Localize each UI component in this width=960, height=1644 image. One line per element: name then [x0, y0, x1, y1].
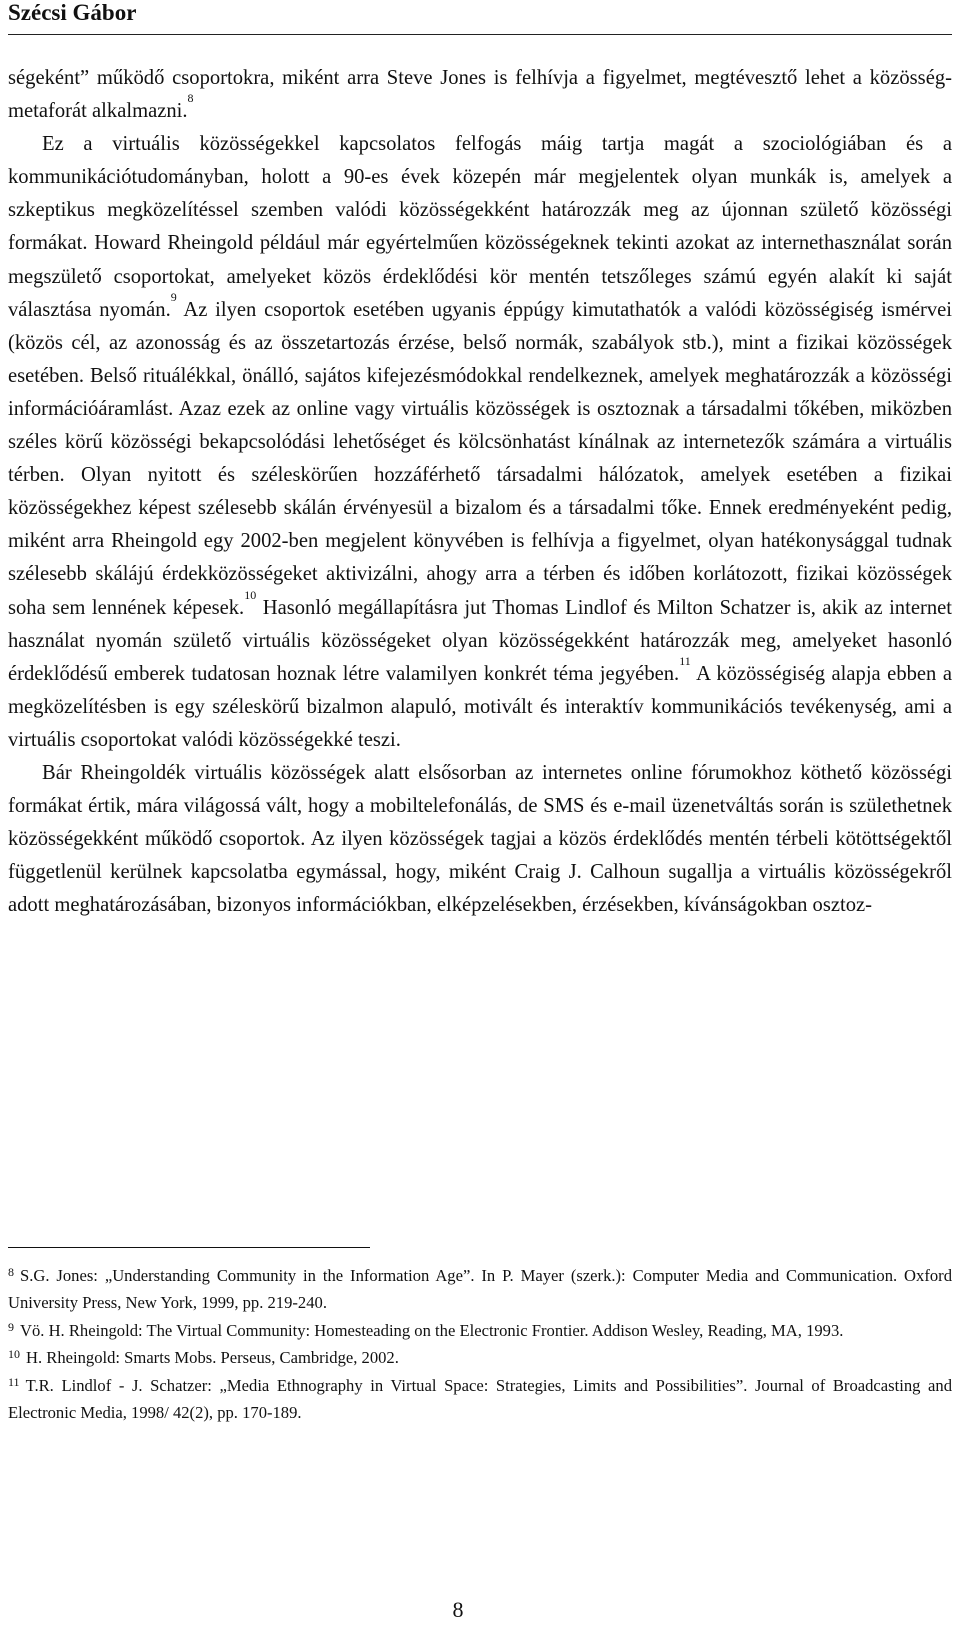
paragraph-2-text-a: Ez a virtuális közösségekkel kapcsolatos felfogás máig tartja magát a szociológiában és a kommunikációtudományban, holott a 90-es évek közepén már megjelentek olyan munkák is, amelyek a szkeptikus megközelítéssel szemben valódi közösségekként határozzák meg az újonnan születő közösségi formákat. Howard Rheingold például már egyértelműen közösségeknek tekinti azokat az internethasználat során megszülető csoportokat, amelyeket közös érdeklődési kör mentén tetszőleges számú egyén alakít ki saját választása nyomán.	[8, 133, 952, 321]
footnote-text: S.G. Jones: „Understanding Community in the Information Age”. In P. Mayer (szerk.): Computer Media and Communication. Oxford University Press, New York, 1999, pp. 219-240.	[8, 1266, 952, 1313]
paragraph-2-text-b: Az ilyen csoportok esetében ugyanis éppúgy kimutathatók a valódi közösségiség ismérvei (közös cél, az azonosság és az összetartozás érzése, belső normák, szabályok stb.), mint a fizikai közösségek esetében. Belső rituálékkal, önálló, sajátos kifejezésmódokkal rendelkeznek, amelyek meghatározzák a közösségi információáramlást. Azaz ezek az online vagy virtuális közösségek is osztoznak a társadalmi tőkében, miközben széles körű közösségi bekapcsolódási lehetőséget és kölcsönhatást kínálnak az internetezők számára a virtuális térben. Olyan nyitott és széleskörűen hozzáférhető társadalmi hálózatok, amelyek esetében a fizikai közösségekhez képest szélesebb skálán érvényesül a bizalom és a társadalmi tőke. Ennek eredményeként pedig, miként arra Rheingold egy 2002-ben megjelent könyvében is felhívja a figyelmet, olyan hatékonysággal tudnak szélesebb skálájú érdekközösségeket aktivizálni, ahogy arra a térben és időben korlátozott, fizikai közösségek soha sem lennének képesek.	[8, 298, 952, 619]
footnote-number: 9	[8, 1319, 14, 1334]
footnote-text: T.R. Lindlof - J. Schatzer: „Media Ethnography in Virtual Space: Strategies, Limits and Possibilities”. Journal of Broadcasting and Electronic Media, 1998/ 42(2), pp. 170-189.	[8, 1375, 952, 1423]
running-header	[8, 0, 952, 35]
footnote-8	[8, 1262, 952, 1317]
footnote-10	[8, 1344, 952, 1371]
footnote-number: 11	[8, 1374, 20, 1389]
header-author: Szécsi Gábor	[8, 0, 137, 25]
paragraph-1-text: ségeként” működő csoportokra, miként arra Steve Jones is felhívja a figyelmet, megtévesztő lehet a közösség-metaforát alkalmazni.	[8, 67, 952, 123]
footnote-text: H. Rheingold: Smarts Mobs. Perseus, Cambridge, 2002.	[26, 1348, 399, 1368]
page-number: 8	[452, 1597, 464, 1622]
footnote-ref-9: 9	[170, 289, 177, 304]
footnotes	[8, 1262, 952, 1426]
footnote-separator	[8, 1247, 370, 1248]
footnote-ref-10: 10	[244, 587, 257, 602]
paragraph-1	[8, 62, 952, 128]
paragraph-2-text-d: A közösségiség alapja ebben a megközelítésben is egy széleskörű bizalmon alapuló, motivált és interaktív kommunikációs tevékenység, ami a virtuális csoportokat valódi közösségekké teszi.	[8, 662, 952, 751]
footnote-ref-11: 11	[679, 653, 691, 668]
footnote-9	[8, 1317, 952, 1344]
main-text	[8, 62, 952, 922]
paragraph-2-text-c: Hasonló megállapításra jut Thomas Lindlof és Milton Schatzer is, akik az internet használat nyomán születő virtuális közösségeket olyan közösségekként határozzák meg, amelyeket hasonló érdeklődésű emberek tudatosan hoznak létre valamilyen konkrét téma jegyében.	[8, 596, 952, 685]
footnote-number: 10	[8, 1347, 20, 1362]
paragraph-3: Bár Rheingoldék virtuális közösségek alatt elsősorban az internetes online fórumokhoz köthető közösségi formákat értik, mára világossá vált, hogy a mobiltelefonálás, de SMS és e-mail üzenetváltás során is születhetnek közösségekként működő csoportok. Az ilyen közösségek tagjai a közös érdeklődés mentén térbeli kötöttségektől függetlenül kerülnek kapcsolatba egymással, hogy, miként Craig J. Calhoun sugallja a virtuális közösségekről adott meghatározásában, bizonyos információkban, elképzelésekben, érzésekben, kívánságokban osztoz-	[8, 761, 952, 917]
paragraph-2	[8, 128, 952, 757]
footnote-number: 8	[8, 1265, 14, 1279]
footnote-text: Vö. H. Rheingold: The Virtual Community: Homesteading on the Electronic Frontier. Addison Wesley, Reading, MA, 1993.	[20, 1320, 844, 1340]
footnote-11	[8, 1372, 952, 1427]
footnote-ref-8: 8	[187, 91, 194, 106]
